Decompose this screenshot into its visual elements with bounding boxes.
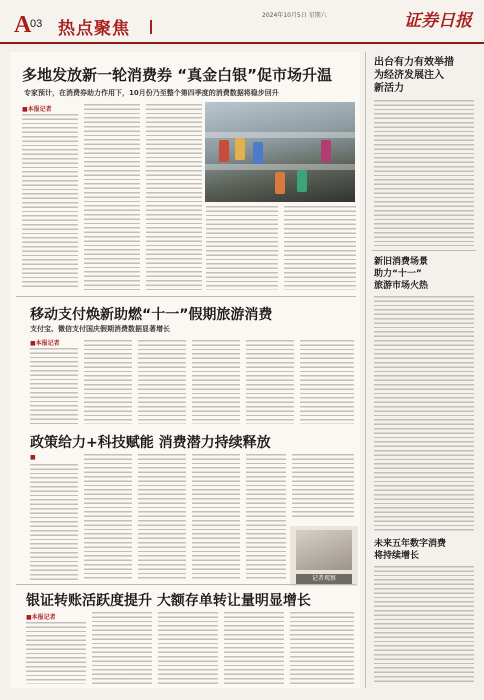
- article-3-text-column-2: [84, 454, 132, 580]
- issue-info: 2024年10月5日 星期六: [262, 12, 327, 19]
- sidebar-separator: [372, 250, 476, 251]
- sidebar-text-block-3: [374, 566, 474, 684]
- sidebar-commentary-title[interactable]: 出台有力有效举措 为经济发展注入 新活力: [374, 57, 454, 94]
- article-1-text-column-2: [84, 104, 140, 290]
- article-3-text-column-4: [192, 454, 240, 580]
- article-separator: [16, 584, 356, 585]
- reporter-photo: [296, 530, 352, 570]
- article-4-text-column-3: [158, 612, 218, 684]
- masthead: [0, 0, 484, 44]
- photo-product: [235, 138, 245, 160]
- article-1-text-column-3: [146, 104, 202, 290]
- article-3-text-column-1: [30, 464, 78, 580]
- page-code: A: [14, 12, 32, 38]
- article-2-subhead: 支付宝、微信支付国庆假期消费数据显著增长: [30, 325, 170, 333]
- article-1-text-column-1: [22, 114, 78, 290]
- article-1-text-column-4: [206, 206, 278, 290]
- photo-shelf: [205, 164, 355, 170]
- photo-product: [321, 140, 331, 162]
- sidebar-text-block-1: [374, 100, 474, 246]
- article-4-text-column-5: [290, 612, 354, 684]
- newspaper-logo: 证券日报: [404, 11, 472, 31]
- article-4-byline: ■本报记者: [26, 614, 56, 621]
- article-2-text-column-5: [246, 340, 294, 424]
- article-2-text-column-4: [192, 340, 240, 424]
- photo-product: [275, 172, 285, 194]
- article-4-text-column-2: [92, 612, 152, 684]
- sidebar-section-2-title[interactable]: 新旧消费场景 助力“十一” 旅游市场火热: [374, 257, 429, 291]
- article-2-text-column-2: [84, 340, 132, 424]
- article-2-headline[interactable]: 移动支付焕新助燃“十一”假期旅游消费: [30, 307, 273, 323]
- article-4-text-column-4: [224, 612, 284, 684]
- page-number: 03: [30, 18, 43, 30]
- article-4-headline[interactable]: 银证转账活跃度提升 大额存单转让量明显增长: [26, 593, 311, 609]
- article-3-text-column-6: [292, 454, 354, 520]
- sidebar-text-block-2: [374, 296, 474, 532]
- article-1-headline[interactable]: 多地发放新一轮消费券 “真金白银”促市场升温: [22, 66, 332, 84]
- photo-product: [219, 140, 229, 162]
- sidebar-section-3-title[interactable]: 未来五年数字消费 将持续增长: [374, 539, 447, 561]
- article-3-byline: ■: [30, 454, 36, 461]
- article-2-byline: ■本报记者: [30, 340, 60, 347]
- photo-shelf: [205, 132, 355, 138]
- article-2-text-column-6: [300, 340, 354, 424]
- article-3-text-column-3: [138, 454, 186, 580]
- photo-product: [297, 170, 307, 192]
- article-1-photo: [205, 102, 355, 202]
- article-3-text-column-5: [246, 454, 286, 580]
- column-divider: [365, 52, 366, 688]
- article-1-byline: ■本报记者: [22, 106, 52, 113]
- article-separator: [16, 296, 356, 297]
- article-2-text-column-1: [30, 348, 78, 424]
- article-3-headline[interactable]: 政策给力+科技赋能 消费潜力持续释放: [30, 435, 271, 451]
- article-2-text-column-3: [138, 340, 186, 424]
- article-4-text-column-1: [26, 622, 86, 684]
- article-1-subhead: 专家预计，在消费券助力作用下，10月份乃至整个第四季度的消费数据将稳步回升: [24, 89, 279, 97]
- section-divider: [150, 20, 152, 34]
- section-title: 热点聚焦: [58, 19, 130, 39]
- article-1-text-column-5: [284, 206, 356, 290]
- reporter-observation-label: 记者观察: [296, 574, 352, 584]
- photo-product: [253, 142, 263, 164]
